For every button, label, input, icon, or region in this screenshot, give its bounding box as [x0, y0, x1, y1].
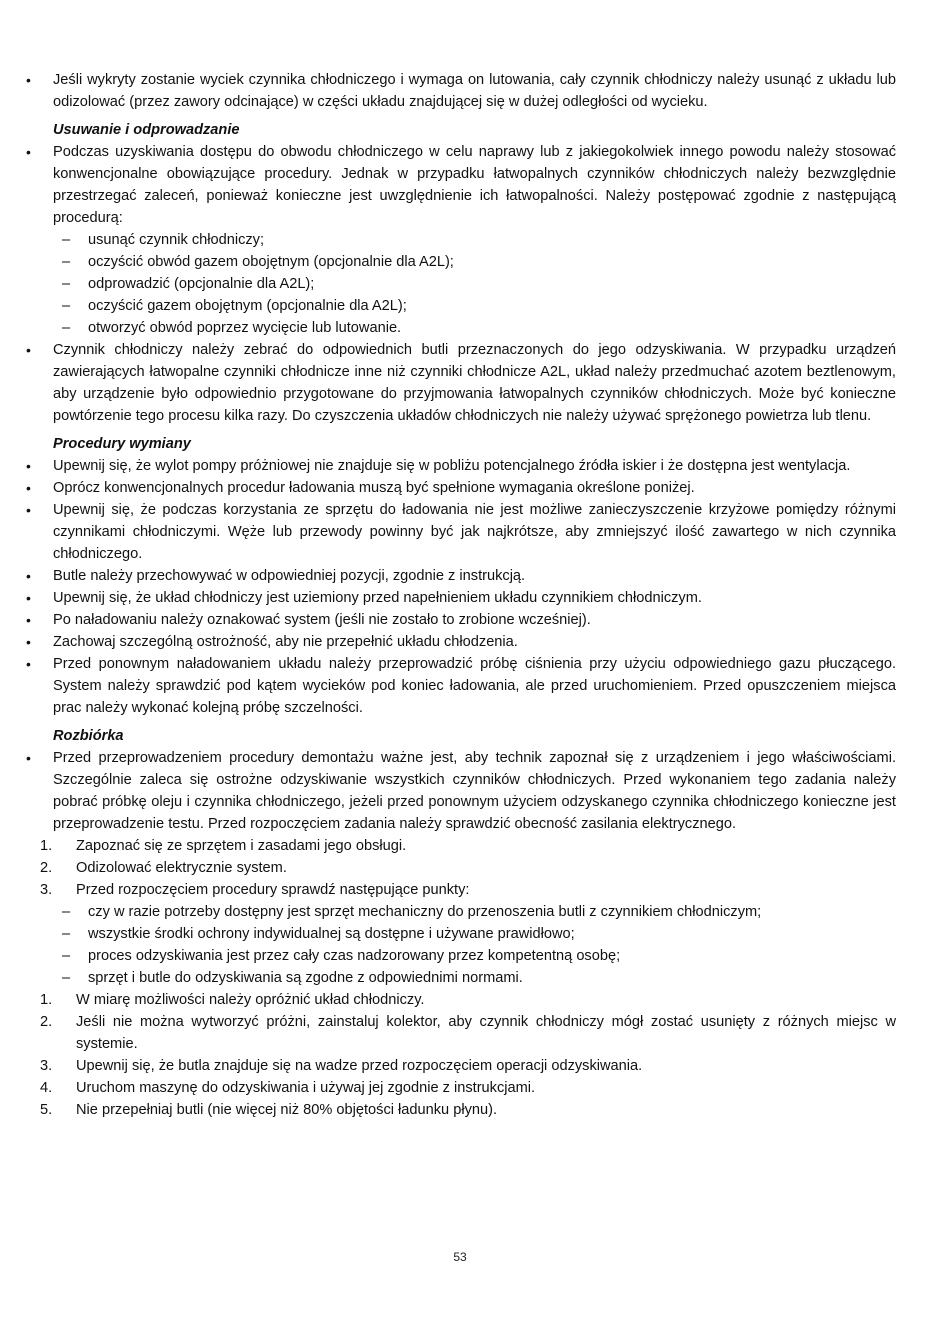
dash-item: – usunąć czynnik chłodniczy; — [24, 229, 896, 251]
item-number: 1. — [40, 838, 53, 854]
bullet-item: • Upewnij się, że wylot pompy próżniowej nie znajduje się w pobliżu potencjalnego źródła iskier i że dostępna jest wentylacja. — [24, 455, 896, 477]
bullet-item: • Upewnij się, że układ chłodniczy jest uziemiony przed napełnieniem układu czynnikiem chłodniczym. — [24, 587, 896, 609]
bullet-item: • Po naładowaniu należy oznakować system (jeśli nie zostało to zrobione wcześniej). — [24, 609, 896, 631]
item-number: 3. — [40, 882, 53, 898]
item-number: 5. — [40, 1102, 53, 1118]
numbered-item — [24, 1077, 896, 1099]
numbered-item — [24, 989, 896, 1011]
dash-item: – czy w razie potrzeby dostępny jest sprzęt mechaniczny do przenoszenia butli z czynnikiem chłodniczym; — [24, 901, 896, 923]
bullet-item: • Podczas uzyskiwania dostępu do obwodu chłodniczego w celu naprawy lub z jakiegokolwiek innego powodu należy stosować konwencjonalne obowiązujące procedury. Jednak w przypadku łatwopalnych czynników chłodniczych należy bezwzględnie przestrzegać zaleceń, ponieważ konieczne jest uwzględnienie ich łatwopalności. Należy postępować zgodnie z następującą procedurą: — [24, 141, 896, 229]
bullet-item: • Butle należy przechowywać w odpowiedniej pozycji, zgodnie z instrukcją. — [24, 565, 896, 587]
item-text: Jeśli nie można wytworzyć próżni, zainstaluj kolektor, aby czynnik chłodniczy mógł zostać usunięty z różnych miejsc w systemie. — [76, 1014, 896, 1052]
item-text: Zapoznać się ze sprzętem i zasadami jego obsługi. — [76, 838, 407, 854]
section-heading: Rozbiórka — [53, 728, 124, 744]
bullet-item: • Przed przeprowadzeniem procedury demontażu ważne jest, aby technik zapoznał się z urządzeniem i jego właściwościami. Szczególnie zaleca się ostrożne odzyskiwanie wszystkich czynników chłodniczych. Przed wykonaniem tego zadania należy pobrać próbkę oleju i czynnika chłodniczego, jeżeli przed ponownym użyciem odzyskanego czynnika chłodniczego konieczne jest przeprowadzenie testu. Przed rozpoczęciem zadania należy sprawdzić obecność zasilania elektrycznego. — [24, 747, 896, 835]
bullet-item: • Zachowaj szczególną ostrożność, aby nie przepełnić układu chłodzenia. — [24, 631, 896, 653]
bullet-item: • Przed ponownym naładowaniem układu należy przeprowadzić próbę ciśnienia przy użyciu odpowiedniego gazu płuczącego. System należy sprawdzić pod kątem wycieków pod koniec ładowania, ale przed uruchomieniem. Przed opuszczeniem miejsca prac należy wykonać kolejną próbę szczelności. — [24, 653, 896, 719]
dash-item: – oczyścić gazem obojętnym (opcjonalnie dla A2L); — [24, 295, 896, 317]
numbered-item — [24, 835, 896, 857]
numbered-item — [24, 879, 896, 901]
bullet-item: • Upewnij się, że podczas korzystania ze sprzętu do ładowania nie jest możliwe zanieczyszczenie krzyżowe pomiędzy różnymi czynnikami chłodniczymi. Węże lub przewody powinny być jak najkrótsze, aby zmniejszyć ilość zawartego w nich czynnika chłodniczego. — [24, 499, 896, 565]
numbered-item — [24, 857, 896, 879]
page-number: 53 — [453, 1250, 467, 1264]
bullet-item: • Oprócz konwencjonalnych procedur ładowania muszą być spełnione wymagania określone poniżej. — [24, 477, 896, 499]
item-number: 3. — [40, 1058, 53, 1074]
item-text: W miarę możliwości należy opróżnić układ chłodniczy. — [76, 992, 425, 1008]
numbered-item — [24, 1055, 896, 1077]
item-number: 2. — [40, 1014, 53, 1030]
dash-item: – proces odzyskiwania jest przez cały czas nadzorowany przez kompetentną osobę; — [24, 945, 896, 967]
bullet-item: • Jeśli wykryty zostanie wyciek czynnika chłodniczego i wymaga on lutowania, cały czynnik chłodniczy należy usunąć z układu lub odizolować (przez zawory odcinające) w części układu znajdującej się w dużej odległości od wycieku. — [24, 69, 896, 113]
numbered-item — [24, 1011, 896, 1055]
section-heading: Procedury wymiany — [53, 436, 191, 452]
item-text: Upewnij się, że butla znajduje się na wadze przed rozpoczęciem operacji odzyskiwania. — [76, 1058, 643, 1074]
item-number: 1. — [40, 992, 53, 1008]
document-body — [24, 69, 896, 1121]
dash-item: – sprzęt i butle do odzyskiwania są zgodne z odpowiednimi normami. — [24, 967, 896, 989]
item-text: Nie przepełniaj butli (nie więcej niż 80% objętości ładunku płynu). — [76, 1102, 498, 1118]
numbered-item — [24, 1099, 896, 1121]
dash-item: – odprowadzić (opcjonalnie dla A2L); — [24, 273, 896, 295]
dash-item: – wszystkie środki ochrony indywidualnej są dostępne i używane prawidłowo; — [24, 923, 896, 945]
item-text: Odizolować elektrycznie system. — [76, 860, 287, 876]
item-number: 4. — [40, 1080, 53, 1096]
dash-item: – oczyścić obwód gazem obojętnym (opcjonalnie dla A2L); — [24, 251, 896, 273]
section-heading: Usuwanie i odprowadzanie — [53, 122, 240, 138]
dash-item: – otworzyć obwód poprzez wycięcie lub lutowanie. — [24, 317, 896, 339]
bullet-item: • Czynnik chłodniczy należy zebrać do odpowiednich butli przeznaczonych do jego odzyskiwania. W przypadku urządzeń zawierających łatwopalne czynniki chłodnicze inne niż czynniki chłodnicze A2L, układ należy przedmuchać azotem beztlenowym, aby urządzenie było odpowiednio przygotowane do przyjmowania łatwopalnych czynników chłodniczych. Może być konieczne powtórzenie tego procesu kilka razy. Do czyszczenia układów chłodniczych nie należy używać sprężonego powietrza lub tlenu. — [24, 339, 896, 427]
item-number: 2. — [40, 860, 53, 876]
item-text: Przed rozpoczęciem procedury sprawdź następujące punkty: — [76, 882, 470, 898]
item-text: Uruchom maszynę do odzyskiwania i używaj jej zgodnie z instrukcjami. — [76, 1080, 536, 1096]
